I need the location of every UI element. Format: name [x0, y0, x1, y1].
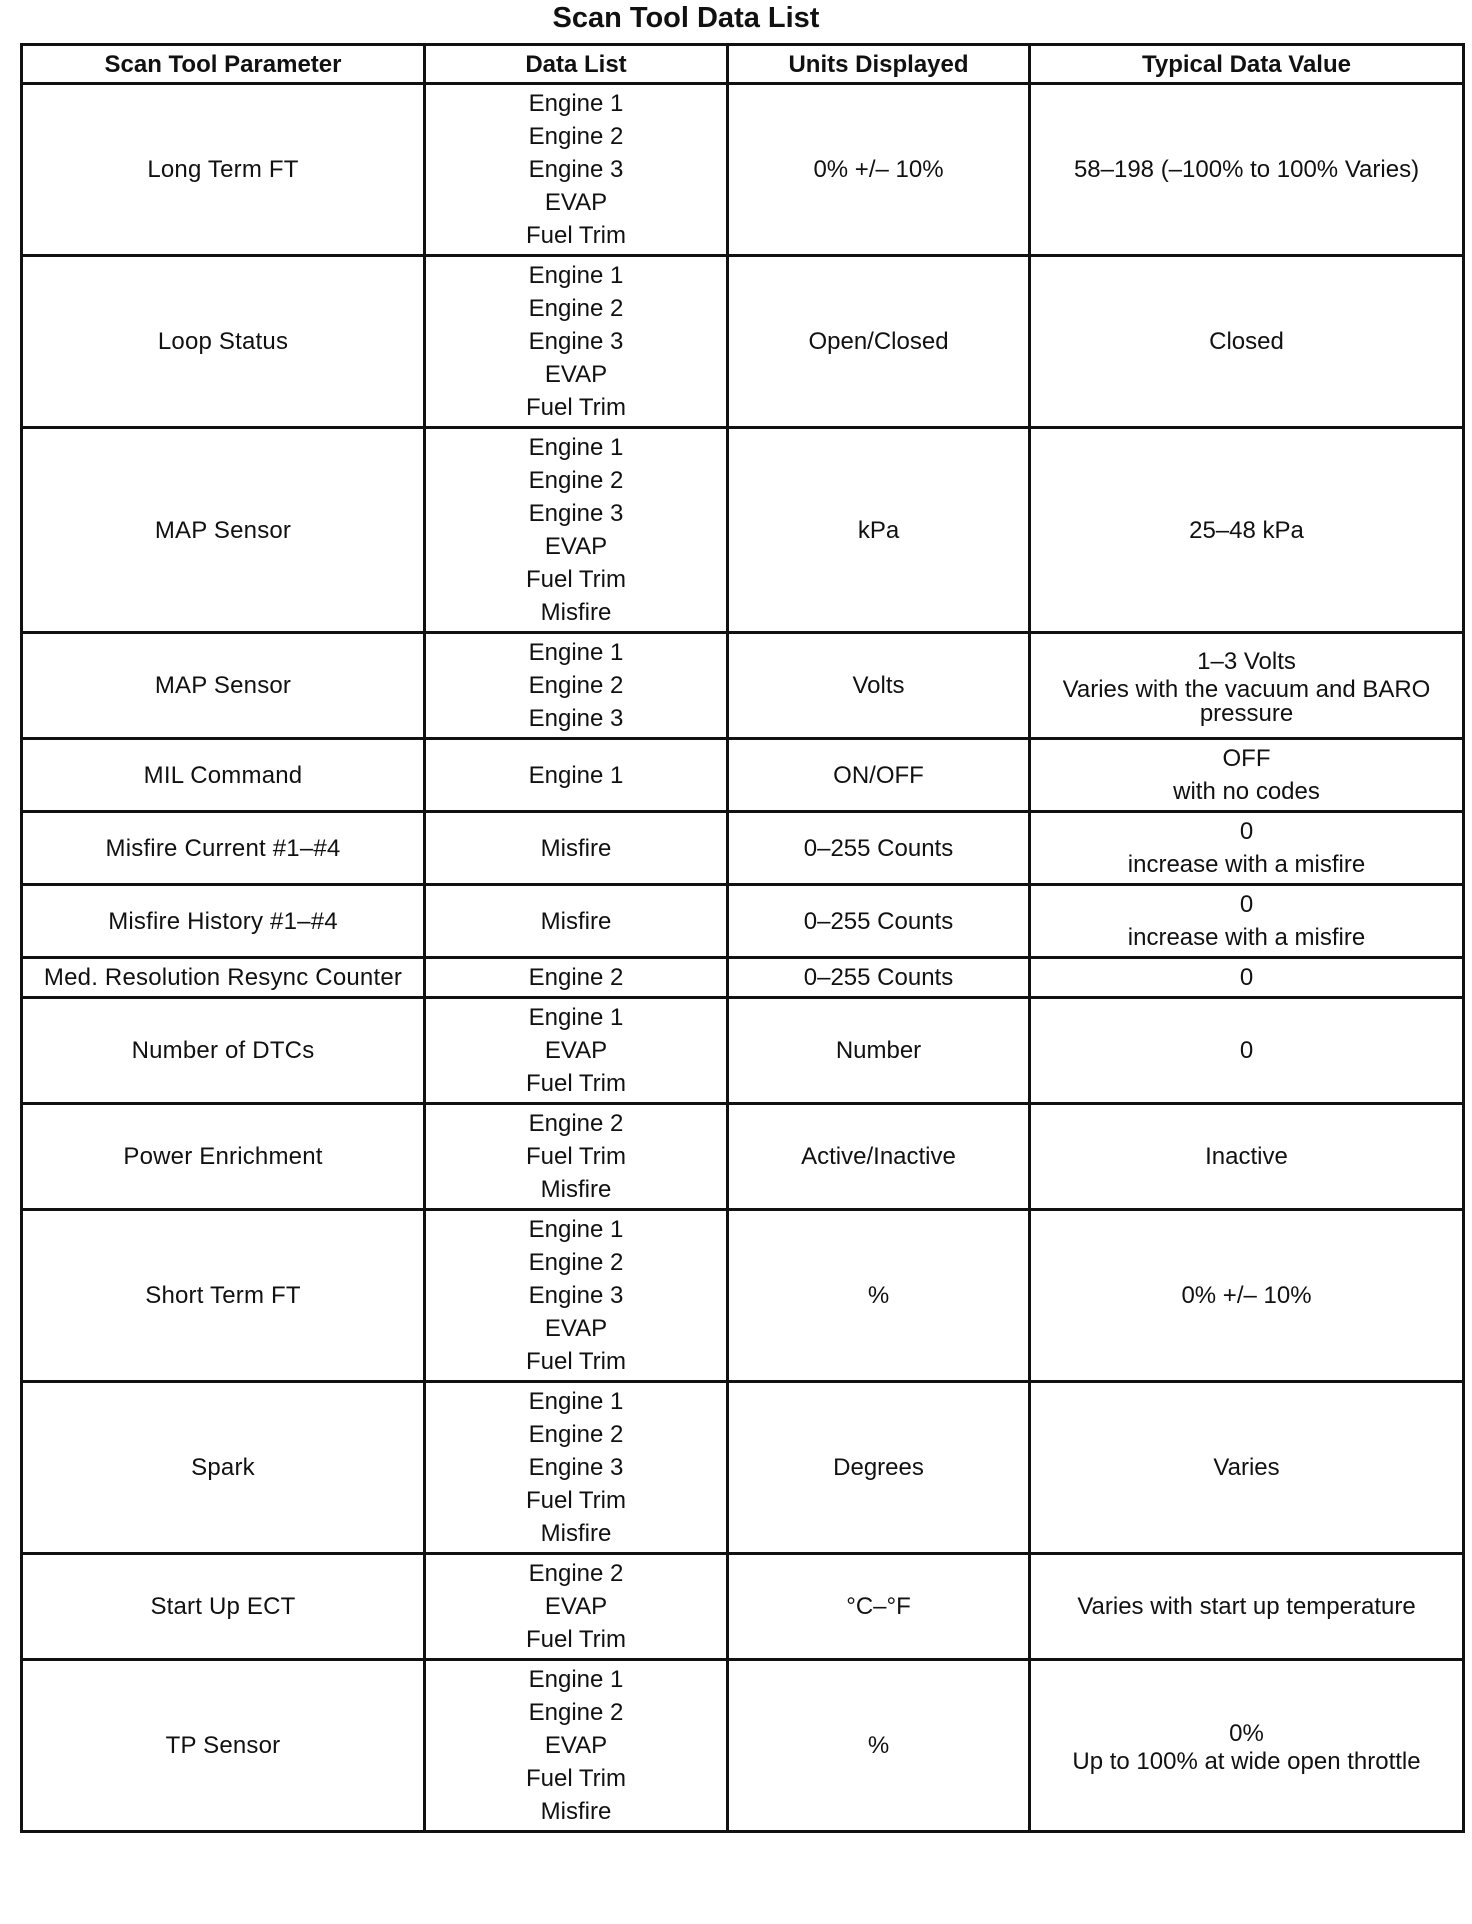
data-list-item: EVAP: [544, 1593, 608, 1620]
typical-value-line: 0%: [1229, 1720, 1264, 1747]
data-list-item: Fuel Trim: [525, 566, 626, 593]
data-list-item: Engine 1: [528, 1004, 624, 1031]
table-row: [22, 256, 1464, 428]
table-row: [22, 428, 1464, 633]
table-row: [22, 1104, 1464, 1210]
data-list-item: Engine 3: [528, 705, 624, 732]
typical-value-line: 0% +/– 10%: [1181, 1282, 1312, 1309]
data-list-cell: [425, 84, 728, 256]
typical-value-line: 0: [1239, 1037, 1254, 1064]
data-list-item: Engine 1: [528, 262, 624, 289]
data-list-item: Fuel Trim: [525, 1626, 626, 1653]
table-row: [22, 958, 1464, 998]
data-list-item: Engine 1: [528, 1216, 624, 1243]
units-cell: 0–255 Counts: [728, 885, 1030, 958]
table-row: [22, 1554, 1464, 1660]
data-list-item: Misfire: [540, 1798, 612, 1825]
data-list-item: Engine 2: [528, 467, 624, 494]
data-list-cell: [425, 812, 728, 885]
data-list-item: Engine 1: [528, 639, 624, 666]
typical-value-line: with no codes: [1173, 778, 1320, 805]
data-list-item: Engine 2: [528, 672, 624, 699]
data-list-cell: [425, 428, 728, 633]
typical-value-line: Varies with the vacuum and BARO pressure: [1062, 676, 1431, 727]
header-data-list: Data List: [425, 45, 728, 84]
data-list-item: Engine 2: [528, 1249, 624, 1276]
typical-value-line: 25–48 kPa: [1189, 516, 1304, 544]
table-row: [22, 1210, 1464, 1382]
units-cell: 0% +/– 10%: [728, 84, 1030, 256]
typical-value-cell: [1030, 1660, 1464, 1832]
units-cell: Active/Inactive: [728, 1104, 1030, 1210]
table-row: [22, 84, 1464, 256]
parameter-cell: Short Term FT: [22, 1210, 425, 1382]
data-list-item: Misfire: [540, 599, 612, 626]
data-list-item: Engine 3: [528, 1454, 624, 1481]
typical-value-line: increase with a misfire: [1127, 924, 1366, 951]
typical-value-line: Varies: [1213, 1454, 1280, 1481]
typical-value-line: Closed: [1209, 328, 1284, 355]
parameter-cell: MAP Sensor: [22, 428, 425, 633]
data-list-item: Engine 2: [528, 1421, 624, 1448]
units-cell: kPa: [728, 428, 1030, 633]
data-list-item: EVAP: [544, 361, 608, 388]
data-list-item: Misfire: [540, 907, 612, 935]
data-list-item: Engine 3: [528, 328, 624, 355]
units-cell: %: [728, 1210, 1030, 1382]
data-list-item: Engine 2: [528, 1110, 624, 1137]
parameter-cell: Loop Status: [22, 256, 425, 428]
data-list-cell: [425, 1210, 728, 1382]
data-list-item: EVAP: [544, 1732, 608, 1759]
table-row: [22, 1660, 1464, 1832]
units-cell: Number: [728, 998, 1030, 1104]
data-list-item: Fuel Trim: [525, 1765, 626, 1792]
units-cell: ON/OFF: [728, 739, 1030, 812]
data-list-cell: [425, 1382, 728, 1554]
units-cell: 0–255 Counts: [728, 812, 1030, 885]
data-list-item: Misfire: [540, 1176, 612, 1203]
table-row: [22, 633, 1464, 739]
data-list-cell: [425, 633, 728, 739]
table-row: [22, 1382, 1464, 1554]
typical-value-cell: [1030, 1554, 1464, 1660]
typical-value-cell: [1030, 256, 1464, 428]
data-list-cell: [425, 1660, 728, 1832]
data-list-item: Fuel Trim: [525, 1348, 626, 1375]
units-cell: %: [728, 1660, 1030, 1832]
data-list-item: Engine 1: [528, 761, 624, 789]
parameter-cell: Spark: [22, 1382, 425, 1554]
table-row: [22, 885, 1464, 958]
table-body: [22, 84, 1464, 1832]
parameter-cell: Number of DTCs: [22, 998, 425, 1104]
typical-value-line: 0: [1239, 891, 1254, 918]
typical-value-cell: [1030, 739, 1464, 812]
typical-value-line: increase with a misfire: [1127, 851, 1366, 878]
typical-value-cell: [1030, 1382, 1464, 1554]
units-cell: Volts: [728, 633, 1030, 739]
data-list-item: Engine 3: [528, 500, 624, 527]
typical-value-line: OFF: [1222, 745, 1271, 772]
typical-value-line: 0: [1239, 964, 1254, 991]
typical-value-cell: [1030, 1210, 1464, 1382]
header-scan-tool-parameter: Scan Tool Parameter: [22, 45, 425, 84]
typical-value-cell: [1030, 84, 1464, 256]
data-list-item: Misfire: [540, 834, 612, 862]
parameter-cell: Misfire Current #1–#4: [22, 812, 425, 885]
data-list-item: Engine 2: [528, 295, 624, 322]
data-list-cell: [425, 998, 728, 1104]
parameter-cell: TP Sensor: [22, 1660, 425, 1832]
data-list-cell: [425, 1554, 728, 1660]
data-list-cell: [425, 256, 728, 428]
typical-value-line: 58–198 (–100% to 100% Varies): [1073, 156, 1420, 183]
data-list-cell: [425, 1104, 728, 1210]
header-row: [22, 45, 1464, 84]
data-list-item: Engine 1: [528, 1666, 624, 1693]
data-list-item: Engine 1: [528, 90, 624, 117]
typical-value-line: 0: [1239, 818, 1254, 845]
typical-value-cell: [1030, 428, 1464, 633]
typical-value-cell: [1030, 633, 1464, 739]
data-list-cell: [425, 885, 728, 958]
typical-value-line: 1–3 Volts: [1197, 648, 1296, 675]
typical-value-cell: [1030, 998, 1464, 1104]
data-list-item: Engine 3: [528, 1282, 624, 1309]
data-list-item: Engine 1: [528, 434, 624, 461]
table-row: [22, 812, 1464, 885]
parameter-cell: Start Up ECT: [22, 1554, 425, 1660]
typical-value-line: Inactive: [1205, 1143, 1288, 1170]
data-list-item: Misfire: [540, 1520, 612, 1547]
table-row: [22, 998, 1464, 1104]
data-list-item: Engine 2: [528, 1560, 624, 1587]
data-list-item: Engine 2: [528, 964, 624, 991]
typical-value-cell: [1030, 1104, 1464, 1210]
units-cell: Open/Closed: [728, 256, 1030, 428]
parameter-cell: Power Enrichment: [22, 1104, 425, 1210]
data-list-item: Fuel Trim: [525, 1143, 626, 1170]
data-list-cell: [425, 958, 728, 998]
data-list-item: Engine 2: [528, 123, 624, 150]
header-typical-data-value: Typical Data Value: [1030, 45, 1464, 84]
units-cell: 0–255 Counts: [728, 958, 1030, 998]
units-cell: Degrees: [728, 1382, 1030, 1554]
parameter-cell: MIL Command: [22, 739, 425, 812]
typical-value-line: Up to 100% at wide open throttle: [1072, 1748, 1421, 1775]
data-list-item: Fuel Trim: [525, 222, 626, 249]
typical-value-line: Varies with start up temperature: [1077, 1592, 1416, 1620]
parameter-cell: Misfire History #1–#4: [22, 885, 425, 958]
data-list-item: EVAP: [544, 533, 608, 560]
typical-value-cell: [1030, 958, 1464, 998]
data-list-item: EVAP: [544, 1315, 608, 1342]
table-row: [22, 739, 1464, 812]
parameter-cell: MAP Sensor: [22, 633, 425, 739]
header-units-displayed: Units Displayed: [728, 45, 1030, 84]
units-cell: °C–°F: [728, 1554, 1030, 1660]
data-list-cell: [425, 739, 728, 812]
typical-value-cell: [1030, 812, 1464, 885]
data-list-item: Engine 1: [528, 1388, 624, 1415]
parameter-cell: Long Term FT: [22, 84, 425, 256]
typical-value-cell: [1030, 885, 1464, 958]
data-list-item: Fuel Trim: [525, 394, 626, 421]
page-title: Scan Tool Data List: [552, 2, 820, 34]
data-list-item: Fuel Trim: [525, 1070, 626, 1097]
data-list-item: Engine 2: [528, 1699, 624, 1726]
data-list-item: EVAP: [544, 189, 608, 216]
data-list-item: Fuel Trim: [525, 1487, 626, 1514]
data-list-item: Engine 3: [528, 156, 624, 183]
scan-tool-data-table: [20, 43, 1465, 1833]
data-list-item: EVAP: [544, 1037, 608, 1064]
parameter-cell: Med. Resolution Resync Counter: [22, 958, 425, 998]
